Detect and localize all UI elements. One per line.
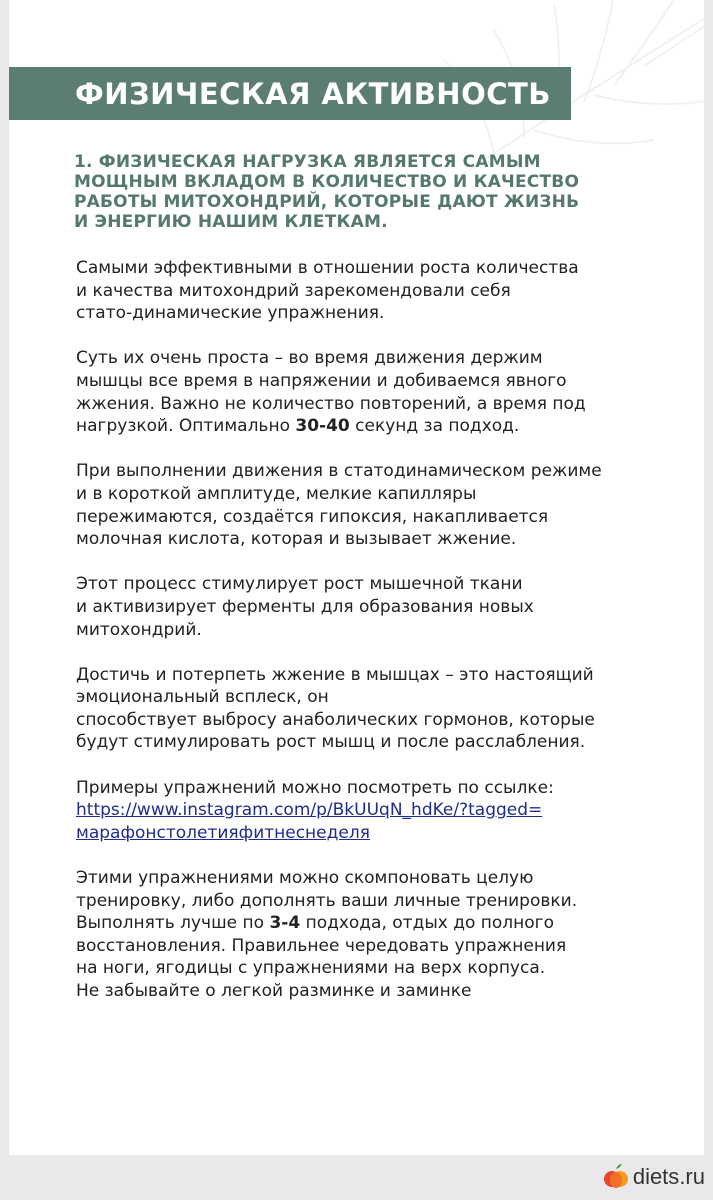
text-segment: Выполнять лучше по	[76, 913, 270, 934]
text-segment: секунд за подход.	[349, 416, 520, 437]
text-line: молочная кислота, которая и вызывает жжение.	[76, 529, 517, 550]
text-line: и качества митохондрий зарекомендовали себя	[76, 280, 511, 301]
watermark-tld: .ru	[679, 1164, 705, 1189]
text-line: и активизирует ферменты для образования новых	[76, 596, 534, 617]
text-line: эмоциональный всплеск, он	[76, 687, 329, 708]
watermark-site: diets	[632, 1164, 680, 1189]
paragraph-4	[76, 573, 676, 641]
apple-logo-icon	[603, 1163, 629, 1191]
bold-sets: 3-4	[269, 913, 301, 934]
text-line: Суть их очень проста – во время движения держим	[76, 348, 543, 369]
text-line: Самыми эффективными в отношении роста количества	[76, 258, 579, 278]
text-line: митохондрий.	[76, 619, 202, 640]
bold-duration: 30-40	[295, 416, 350, 437]
section-subheading	[74, 152, 634, 232]
text-line: пережимаются, создаётся гипоксия, накапливается	[76, 506, 549, 527]
text-line: тренировку, либо дополнять ваши личные тренировки.	[76, 890, 578, 911]
paragraph-3	[76, 460, 676, 550]
link-text-line-1[interactable]: https://www.instagram.com/p/BkUUqN_hdKe/?tagged=	[76, 800, 543, 821]
paragraph-5	[76, 664, 676, 754]
text-line	[76, 415, 676, 438]
text-segment: нагрузкой. Оптимально	[76, 416, 296, 437]
text-segment: подхода, отдых до полного	[300, 913, 555, 934]
text-line: Этот процесс стимулирует рост мышечной ткани	[76, 574, 523, 595]
link-text-line-2[interactable]: марафонстолетияфитнеснеделя	[76, 822, 370, 843]
text-line: Примеры упражнений можно посмотреть по ссылке:	[76, 777, 554, 798]
paragraph-2	[76, 347, 676, 437]
document-page	[9, 0, 704, 1155]
title-banner	[9, 67, 571, 120]
text-line: восстановления. Правильнее чередовать упражнения	[76, 935, 567, 956]
article-body	[76, 257, 676, 1025]
text-line: При выполнении движения в статодинамическом режиме	[76, 461, 602, 482]
text-line: будут стимулировать рост мышц и после расслабления.	[76, 732, 586, 753]
paragraph-6	[76, 777, 676, 845]
subheading-line: РАБОТЫ МИТОХОНДРИЙ, КОТОРЫЕ ДАЮТ ЖИЗНЬ	[74, 192, 580, 212]
text-line: Не забывайте о легкой разминке и заминке	[76, 981, 472, 1001]
text-line: и в короткой амплитуде, мелкие капилляры	[76, 483, 477, 504]
page-title: ФИЗИЧЕСКАЯ АКТИВНОСТЬ	[75, 76, 551, 111]
text-line: способствует выбросу анаболических гормонов, которые	[76, 709, 595, 730]
text-line: на ноги, ягодицы с упражнениями на верх корпуса.	[76, 958, 546, 979]
instagram-link-tag[interactable]	[76, 822, 676, 845]
subheading-line: И ЭНЕРГИЮ НАШИМ КЛЕТКАМ.	[74, 212, 388, 232]
subheading-line: 1. ФИЗИЧЕСКАЯ НАГРУЗКА ЯВЛЯЕТСЯ САМЫМ	[74, 152, 541, 172]
text-line: мышцы все время в напряжении и добиваемся явного	[76, 370, 567, 391]
text-line	[76, 912, 676, 935]
instagram-link[interactable]	[76, 799, 676, 822]
text-line: стато-динамические упражнения.	[76, 303, 385, 324]
paragraph-1	[76, 257, 676, 325]
diets-watermark	[603, 1162, 705, 1192]
text-line: Этими упражнениями можно скомпоновать целую	[76, 868, 534, 889]
subheading-line: МОЩНЫМ ВКЛАДОМ В КОЛИЧЕСТВО И КАЧЕСТВО	[74, 172, 580, 192]
text-line: жжения. Важно не количество повторений, а время под	[76, 393, 586, 414]
watermark-text	[633, 1164, 705, 1190]
text-line: Достичь и потерпеть жжение в мышцах – это настоящий	[76, 664, 594, 685]
paragraph-7	[76, 867, 676, 1003]
